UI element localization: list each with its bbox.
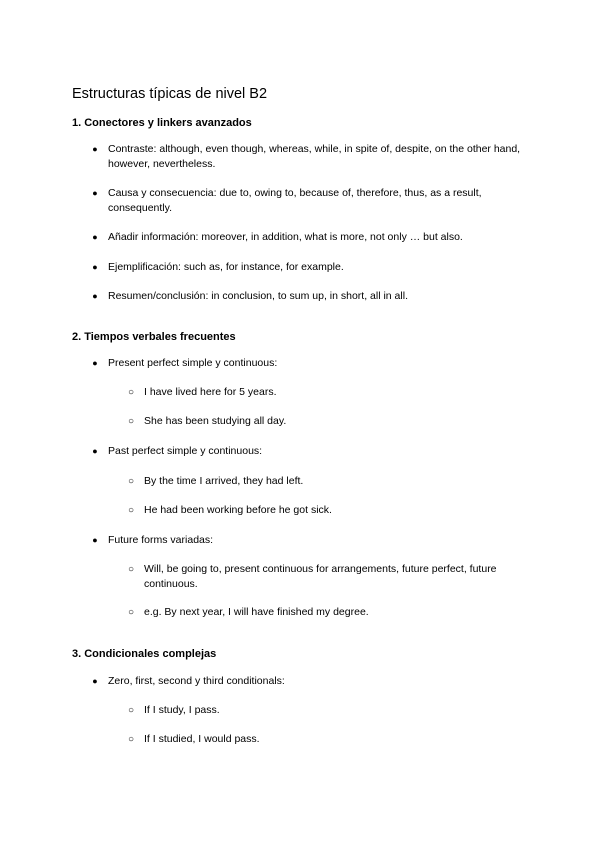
list-item — [90, 186, 530, 216]
list-item — [90, 356, 530, 371]
list-item — [90, 444, 530, 459]
sub-list-item-text: She has been studying all day. — [144, 415, 287, 427]
sub-list-item-text: I have lived here for 5 years. — [144, 386, 277, 398]
section-heading-condicionales: 3. Condicionales complejas — [72, 648, 217, 660]
list-item-text: Resumen/conclusión: in conclusion, to sum up, in short, all in all. — [108, 290, 408, 302]
sub-list-item — [126, 732, 530, 747]
circle-bullet-icon: ○ — [127, 505, 135, 516]
list-item-text: Past perfect simple y continuous: — [108, 445, 263, 457]
list-item-text: Contraste: although, even though, whereas, while, in spite of, despite, on the other hand, however, nevertheless. — [108, 143, 521, 170]
circle-bullet-icon: ○ — [127, 564, 135, 575]
section-heading-conectores: 1. Conectores y linkers avanzados — [72, 117, 252, 129]
list-item-text: Causa y consecuencia: due to, owing to, because of, therefore, thus, as a result, consequently. — [108, 187, 482, 214]
sub-list-item-text: By the time I arrived, they had left. — [144, 475, 304, 487]
bullet-icon: ● — [92, 358, 98, 368]
bullet-icon: ● — [92, 291, 98, 301]
list-item-text: Future forms variadas: — [108, 534, 214, 546]
list-item — [90, 260, 530, 275]
bullet-icon: ● — [92, 676, 98, 686]
sub-list-item-text: e.g. By next year, I will have finished my degree. — [144, 606, 369, 618]
section-heading-tiempos: 2. Tiempos verbales frecuentes — [72, 331, 236, 343]
circle-bullet-icon: ○ — [127, 387, 135, 398]
list-item-text: Zero, first, second y third conditionals: — [108, 675, 285, 687]
list-item — [90, 142, 530, 172]
circle-bullet-icon: ○ — [127, 705, 135, 716]
sub-list-item-text: If I studied, I would pass. — [144, 733, 260, 745]
list-item — [90, 674, 530, 689]
list-item-text: Present perfect simple y continuous: — [108, 357, 278, 369]
circle-bullet-icon: ○ — [127, 416, 135, 427]
sub-list-item — [126, 385, 530, 400]
sub-list-item-text: Will, be going to, present continuous for arrangements, future perfect, future continuous. — [144, 563, 497, 590]
page-title: Estructuras típicas de nivel B2 — [72, 86, 268, 102]
bullet-icon: ● — [92, 535, 98, 545]
list-item — [90, 230, 530, 245]
circle-bullet-icon: ○ — [127, 476, 135, 487]
sub-list-item — [126, 703, 530, 718]
sub-list-item — [126, 503, 530, 518]
bullet-icon: ● — [92, 262, 98, 272]
sub-list-item — [126, 562, 530, 592]
bullet-icon: ● — [92, 446, 98, 456]
list-item — [90, 289, 530, 304]
bullet-icon: ● — [92, 144, 98, 154]
bullet-icon: ● — [92, 232, 98, 242]
sub-list-item-text: If I study, I pass. — [144, 704, 220, 716]
circle-bullet-icon: ○ — [127, 734, 135, 745]
circle-bullet-icon: ○ — [127, 607, 135, 618]
sub-list-item-text: He had been working before he got sick. — [144, 504, 332, 516]
sub-list-item — [126, 414, 530, 429]
sub-list-item — [126, 474, 530, 489]
list-item-text: Añadir información: moreover, in addition, what is more, not only … but also. — [108, 231, 463, 243]
list-item-text: Ejemplificación: such as, for instance, for example. — [108, 261, 344, 273]
sub-list-item — [126, 605, 530, 620]
list-item — [90, 533, 530, 548]
bullet-icon: ● — [92, 188, 98, 198]
